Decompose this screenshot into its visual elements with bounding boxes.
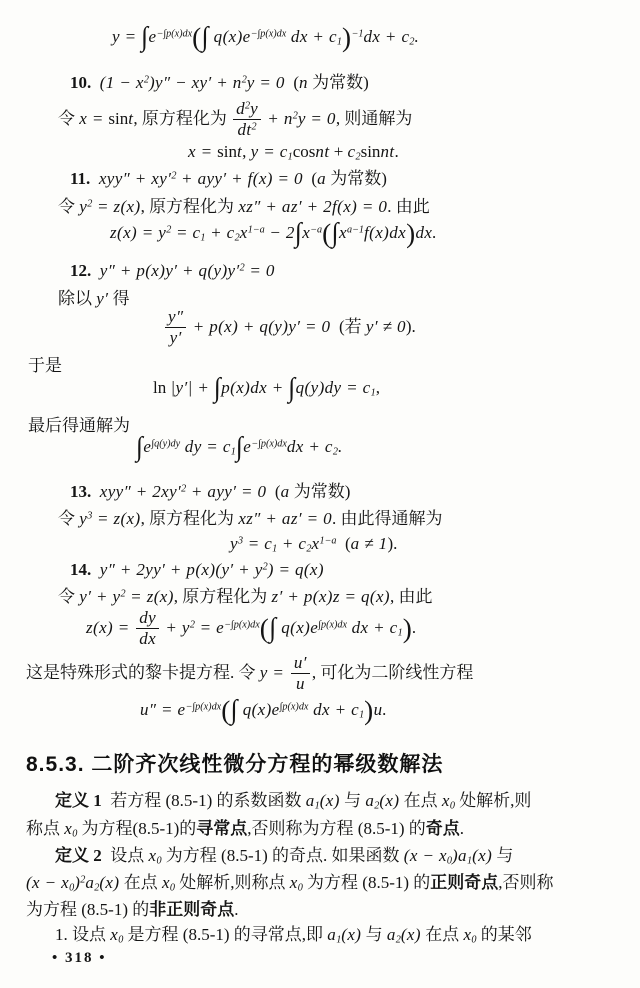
- item-12-reduced-equation: $\frac{y''}{y'}$ + p(x) + q(y)y′ = 0 (若 y′ ≠ 0).: [163, 308, 416, 347]
- definition-1-line-2: 称点 $x_0$ 为方程(8.5-1)的寻常点,否则称为方程 (8.5-1) 的奇点.: [26, 819, 465, 840]
- text-final-general-solution: 最后得通解为: [28, 416, 130, 435]
- definition-2-line-2: $(x - x_0)^2a_2(x)$ 在点 $x_0$ 处解析,则称点 $x_0$ 为方程 (8.5-1) 的正则奇点,否则称: [26, 873, 554, 894]
- section-heading: 8.5.3. 二阶齐次线性微分方程的幂级数解法: [26, 753, 444, 776]
- item-13-solution: $y^3 = c_1 + c_2x^{1-a}$ (a ≠ 1).: [230, 534, 398, 555]
- item-11-equation: 11. $xyy'' + xy'^2 + ayy' + f(x) = 0$ (a 为常数): [70, 169, 387, 188]
- item-12-divide-note: 除以 y′ 得: [58, 289, 130, 308]
- item-14-solution: z(x) = $\frac{dy}{dx}$ + $y^2 = e^{-\int p(x)dx}(\int$ $q(x)e^{\int p(x)dx}$ dx + $c_1$).: [86, 608, 417, 648]
- text-riccati-note: 这是特殊形式的黎卡提方程. 令 y = $\frac{u'}{u}$ , 可化为二阶线性方程: [26, 653, 474, 693]
- text-then: 于是: [28, 356, 62, 375]
- definition-2-line-3: 为方程 (8.5-1) 的非正则奇点.: [26, 900, 239, 919]
- page-number: • 318 •: [52, 950, 107, 966]
- item-14-equation: 14. $y'' + 2yy' + p(x)(y' + y^2) = q(x)$: [70, 560, 324, 579]
- item-12-equation: 12. $y'' + p(x)y' + q(y)y'^2 = 0$: [70, 261, 275, 280]
- item-11-substitution: 令 $y^2 = z(x)$, 原方程化为 xz″ + az′ + 2f(x) = 0. 由此: [58, 197, 430, 216]
- item-11-solution: $z(x) = y^2 = c_1 + c_2x^{1-a} - 2\int x^{-a}(\int x^{a-1}f(x)dx)dx$.: [110, 216, 438, 249]
- eq-final-solution: $\int e^{\int q(y)dy}$ dy = $c_1\int e^{-\int p(x)dx}dx + c_2$.: [136, 430, 343, 463]
- item-13-equation: 13. $xyy'' + 2xy'^2 + ayy' = 0$ (a 为常数): [70, 482, 351, 501]
- item-10-equation: 10. $(1 - x^2)y'' - xy' + n^2y = 0$ (n 为常数): [70, 73, 369, 92]
- definition-1-line-1: 定义 1 若方程 (8.5-1) 的系数函数 $a_1(x)$ 与 $a_2(x)$ 在点 $x_0$ 处解析,则: [55, 791, 532, 812]
- eq-solution-top: $y = \int e^{-\int p(x)dx}(\int$ $q(x)e^{-\int p(x)dx}$ dx + $c_1)^{-1}dx + c_2$.: [112, 20, 420, 53]
- eq-log-integral: $\ln |y'| + \int p(x)dx + \int q(y)dy = c_1$,: [153, 371, 380, 404]
- eq-u-linear: $u'' = e^{-\int p(x)dx}(\int$ $q(x)e^{\int p(x)dx}$ dx + $c_1)u$.: [140, 693, 388, 726]
- item-10-substitution: 令 x = sint, 原方程化为 $\frac{d^2y}{dt^2}$ + $n^2y = 0$, 则通解为: [58, 99, 413, 139]
- item-10-general-solution: x = sint, $y = c_1cosnt$ + $c_2sinnt$.: [188, 142, 399, 163]
- item-14-substitution: 令 $y' + y^2 = z(x)$, 原方程化为 z′ + p(x)z = q(x), 由此: [58, 587, 433, 606]
- item-13-substitution: 令 $y^3 = z(x)$, 原方程化为 xz″ + az′ = 0. 由此得通解为: [58, 509, 443, 528]
- case-1-line-1: 1. 设点 $x_0$ 是方程 (8.5-1) 的寻常点,即 $a_1(x)$ 与 $a_2(x)$ 在点 $x_0$ 的某邻: [55, 925, 532, 946]
- definition-2-line-1: 定义 2 设点 $x_0$ 为方程 (8.5-1) 的奇点. 如果函数 $(x - x_0)a_1(x)$ 与: [55, 846, 514, 867]
